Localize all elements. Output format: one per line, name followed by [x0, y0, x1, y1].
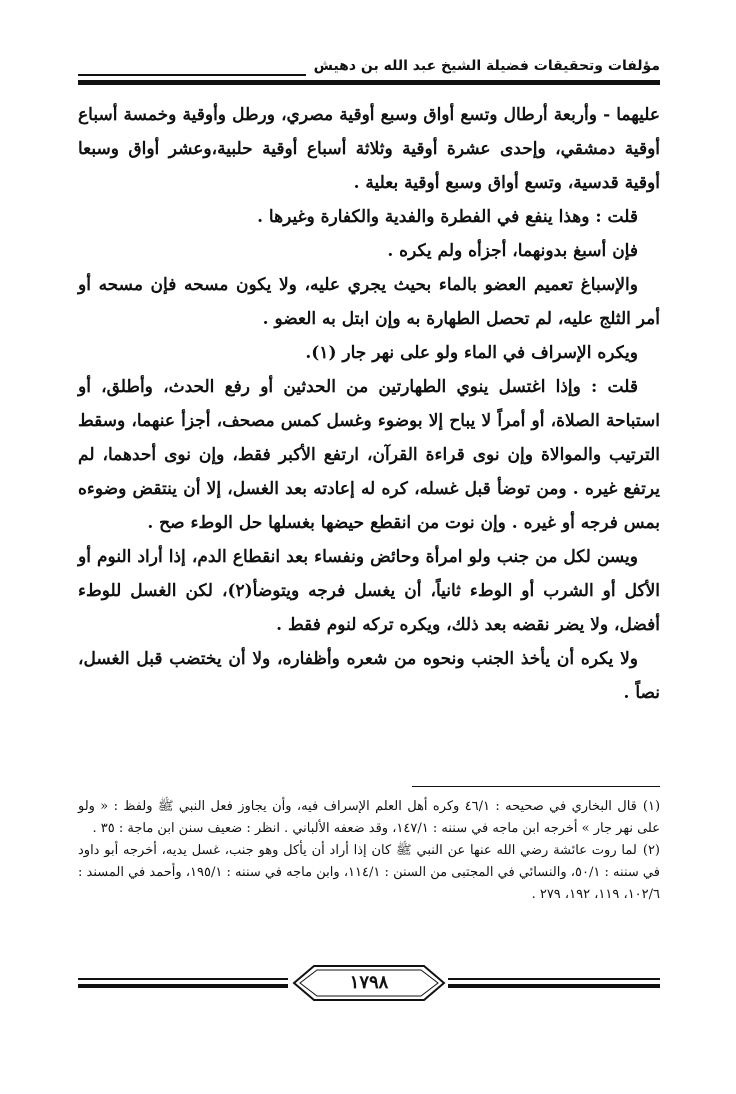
- footnote-number: (٢): [642, 843, 660, 858]
- header-rule-thick: [78, 80, 660, 85]
- footer-rule-thick: [448, 984, 660, 988]
- page-number-badge: [292, 964, 446, 1002]
- footnote-number: (١): [642, 799, 661, 814]
- header-title: مؤلفات وتحقيقات فضيلة الشيخ عبد الله بن دهيش: [306, 56, 660, 76]
- paragraph: فإن أسبغ بدونهما، أجزأه ولم يكره .: [387, 241, 638, 261]
- footnote: [78, 796, 660, 840]
- footnote-text: لما روت عائشة رضي الله عنها عن النبي ﷺ كان إذا أراد أن يأكل وهو جنب، غسل يديه، أخرجه أبو داود في سننه : ٥٠/١، والنسائي في المجتبى من السنن : ١١٤/١، وابن ماجه في سننه : ١٩٥/١، وأحمد في المسند : ١٠٢/٦، ١١٩، ١٩٢، ٢٧٩ .: [78, 843, 660, 902]
- footer-rule-thick: [78, 984, 288, 988]
- footnote: [78, 840, 660, 906]
- page-footer: [78, 964, 660, 1008]
- main-text: [78, 98, 660, 710]
- running-header: [78, 56, 660, 86]
- page-number: ١٧٩٨: [349, 972, 389, 993]
- paragraph: قلت : وإذا اغتسل ينوي الطهارتين من الحدثين أو رفع الحدث، وأطلق، أو استباحة الصلاة، أو أمراً لا يباح إلا بوضوء وغسل كمس مصحف، أجزأ عنهما، وسقط الترتيب والموالاة وإن نوى قراءة القرآن، ارتفع الأكبر فقط، وإن نوى أحدهما، لم يرتفع غيره . ومن توضأ قبل غسله، كره له إعادته بعد الغسل، إلا أن ينتقض وضوءه بمس فرجه أو غيره . وإن نوت من انقطع حيضها بغسلها حل الوطء صح .: [78, 377, 660, 533]
- footer-rule: [448, 978, 660, 980]
- paragraph: ويكره الإسراف في الماء ولو على نهر جار (١).: [305, 343, 638, 363]
- paragraph: قلت : وهذا ينفع في الفطرة والفدية والكفارة وغيرها .: [257, 207, 638, 227]
- footnote-text: قال البخاري في صحيحه : ٤٦/١ وكره أهل العلم الإسراف فيه، وأن يجاوز فعل النبي ﷺ ولفظ : « ولو على نهر جار » أخرجه ابن ماجه في سننه : ١٤٧/١، وقد ضعفه الألباني . انظر : ضعيف سنن ابن ماجة : ٣٥ .: [78, 799, 660, 836]
- paragraph: ويسن لكل من جنب ولو امرأة وحائض ونفساء بعد انقطاع الدم، إذا أراد النوم أو الأكل أو الشرب أو الوطء ثانياً، أن يغسل فرجه ويتوضأ(٢)، لكن الغسل للوطء أفضل، ولا يضر نقضه بعد ذلك، ويكره تركه لنوم فقط .: [78, 547, 660, 635]
- footer-rule: [78, 978, 288, 980]
- paragraph: ولا يكره أن يأخذ الجنب ونحوه من شعره وأظفاره، ولا أن يختضب قبل الغسل، نصاً .: [78, 649, 660, 703]
- paragraph: والإسباغ تعميم العضو بالماء بحيث يجري عليه، ولا يكون مسحه فإن مسحه أو أمر الثلج عليه، لم تحصل الطهارة به وإن ابتل به العضو .: [78, 275, 660, 329]
- paragraph: عليهما - وأربعة أرطال وتسع أواق وسبع أوقية مصري، ورطل وأوقية وخمسة أسباع أوقية دمشقي، وإحدى عشرة أوقية وثلاثة أسباع أوقية حلبية،وعشر أواق وسبعا أوقية قدسية، وتسع أواق وسبع أوقية بعلية .: [78, 105, 660, 193]
- footnote-separator: [412, 786, 660, 787]
- footnotes: [78, 796, 660, 906]
